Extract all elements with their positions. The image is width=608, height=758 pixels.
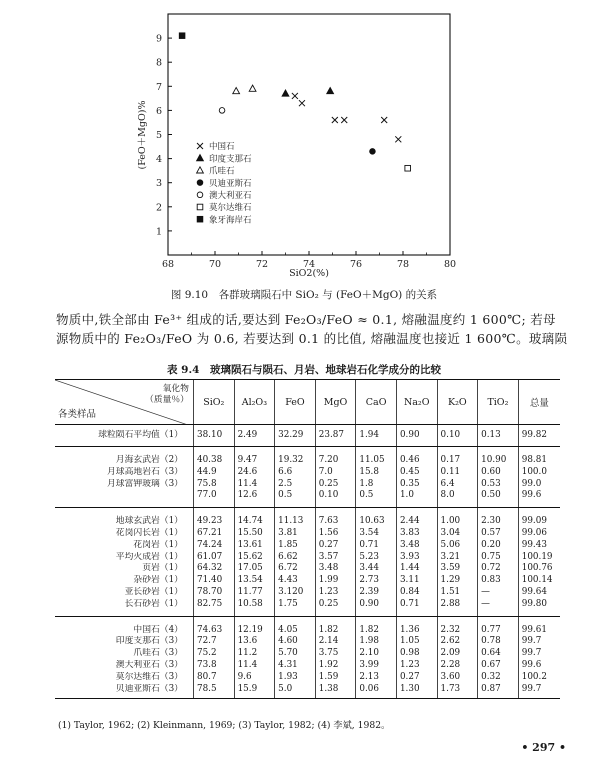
- table-cell: 64.32: [193, 563, 234, 575]
- table-cell: 75.8: [193, 479, 234, 491]
- sample-name: 地球玄武岩（1）: [115, 516, 183, 527]
- table-cell: 7.0: [315, 467, 356, 479]
- table-cell: 61.07: [193, 552, 234, 564]
- table-cell: 11.77: [234, 587, 275, 599]
- table-cell: 0.50: [478, 490, 519, 507]
- table-cell: 0.45: [396, 467, 437, 479]
- table-cell: 0.25: [315, 599, 356, 616]
- table-cell: 0.90: [396, 425, 437, 447]
- legend-marker: [197, 180, 203, 186]
- data-point: [381, 117, 387, 123]
- x-tick-label: 70: [208, 259, 222, 270]
- table-cell: 38.10: [193, 425, 234, 447]
- column-header: SiO₂: [193, 380, 234, 425]
- table-cell: 12.6: [234, 490, 275, 507]
- table-cell: 15.9: [234, 684, 275, 699]
- table-cell: 10.63: [356, 508, 397, 528]
- table-cell: 0.98: [396, 648, 437, 660]
- table-cell: 0.11: [437, 467, 478, 479]
- y-axis: [156, 34, 172, 238]
- table-cell: 6.72: [275, 563, 316, 575]
- table-cell: 1.93: [275, 672, 316, 684]
- table-row: [55, 563, 560, 575]
- table-cell: 0.60: [478, 467, 519, 479]
- legend-marker: [197, 204, 203, 210]
- table-cell: 23.87: [315, 425, 356, 447]
- table-cell: 44.9: [193, 467, 234, 479]
- table-cell: 3.59: [437, 563, 478, 575]
- table-cell: 0.27: [396, 672, 437, 684]
- x-tick-label: 68: [161, 259, 175, 270]
- table-cell: 100.2: [518, 672, 560, 684]
- table-cell: 74.24: [193, 540, 234, 552]
- table-cell: 4.60: [275, 636, 316, 648]
- x-tick-label: 74: [302, 259, 316, 270]
- table-cell: 0.64: [478, 648, 519, 660]
- table-cell: 78.70: [193, 587, 234, 599]
- legend-label: 澳大利亚石: [209, 191, 252, 201]
- table-cell: 10.58: [234, 599, 275, 616]
- sample-name: [55, 490, 193, 507]
- table-cell: 99.6: [518, 490, 560, 507]
- column-header: Al₂O₃: [234, 380, 275, 425]
- table-cell: 13.6: [234, 636, 275, 648]
- table-cell: 0.10: [315, 490, 356, 507]
- table-row: [55, 467, 560, 479]
- data-point: [341, 117, 347, 123]
- table-cell: 0.27: [315, 540, 356, 552]
- legend-marker: [197, 216, 203, 222]
- table-cell: —: [478, 599, 519, 616]
- table-corner-header: [55, 380, 193, 425]
- table-cell: 3.48: [315, 563, 356, 575]
- table-cell: 0.77: [478, 616, 519, 636]
- table-cell: 3.60: [437, 672, 478, 684]
- legend-label: 象牙海岸石: [209, 215, 252, 226]
- table-cell: 0.13: [478, 425, 519, 447]
- table-cell: 5.70: [275, 648, 316, 660]
- table-cell: 13.54: [234, 575, 275, 587]
- sample-name: 贝迪亚斯石（3）: [55, 684, 193, 699]
- table-cell: 3.11: [396, 575, 437, 587]
- data-point: [370, 149, 376, 155]
- table-cell: 5.06: [437, 540, 478, 552]
- table-cell: 4.31: [275, 660, 316, 672]
- data-point: [405, 165, 411, 171]
- table-row: [55, 447, 560, 467]
- data-point: [292, 93, 298, 99]
- y-tick-label: 3: [155, 178, 162, 190]
- y-tick-label: 6: [155, 105, 162, 117]
- sample-name: 杂砂岩（1）: [133, 575, 183, 586]
- column-header: K₂O: [437, 380, 478, 425]
- composition-table: [55, 379, 560, 714]
- corner-oxide-label: 氧化物: [162, 384, 189, 394]
- table-cell: 0.67: [478, 660, 519, 672]
- table-row: [55, 508, 560, 528]
- paragraph-line: 源物质中的 Fe₂O₃/FeO 为 0.6, 若要达到 0.1 的比值, 熔融温度也接近 1 600℃。玻璃陨: [56, 331, 568, 346]
- table-cell: 3.99: [356, 660, 397, 672]
- table-cell: 1.23: [315, 587, 356, 599]
- table-cell: 2.88: [437, 599, 478, 616]
- table-cell: 0.20: [478, 540, 519, 552]
- table-row: [55, 616, 560, 636]
- table-cell: 14.74: [234, 508, 275, 528]
- table-cell: 2.5: [275, 479, 316, 491]
- table-cell: 1.59: [315, 672, 356, 684]
- table-cell: 1.0: [396, 490, 437, 507]
- table-cell: 9.47: [234, 447, 275, 467]
- column-header: TiO₂: [478, 380, 519, 425]
- table-cell: 0.72: [478, 563, 519, 575]
- sample-name: 月海玄武岩（2）: [115, 455, 183, 465]
- sample-name: 澳大利亚石（3）: [115, 659, 183, 670]
- sample-name: 爪哇石（3）: [133, 648, 183, 659]
- table-cell: 0.46: [396, 447, 437, 467]
- sample-name: 亚长砂岩（1）: [124, 586, 183, 597]
- table-cell: 0.17: [437, 447, 478, 467]
- table-cell: 99.06: [518, 528, 560, 540]
- legend: [197, 141, 252, 225]
- legend-label: 中国石: [209, 142, 235, 153]
- table-row: [55, 599, 560, 616]
- table-cell: 7.20: [315, 447, 356, 467]
- y-tick-label: 8: [155, 57, 162, 69]
- table-cell: 99.6: [518, 660, 560, 672]
- x-tick-label: 78: [396, 259, 410, 270]
- table-cell: 2.09: [437, 648, 478, 660]
- table-row: [55, 660, 560, 672]
- table-cell: 71.40: [193, 575, 234, 587]
- paragraph-line: 物质中,铁全部由 Fe³⁺ 组成的话,要达到 Fe₂O₃/FeO ≈ 0.1, 熔融温度约 1 600℃; 若母: [56, 312, 556, 327]
- table-cell: 11.4: [234, 479, 275, 491]
- table-cell: 2.39: [356, 587, 397, 599]
- data-point: [179, 33, 185, 39]
- table-cell: 1.30: [396, 684, 437, 699]
- table-cell: 3.81: [275, 528, 316, 540]
- sample-name: 花岗闪长岩（1）: [115, 527, 183, 538]
- table-cell: 2.13: [356, 672, 397, 684]
- table-cell: 78.5: [193, 684, 234, 699]
- table-cell: 7.63: [315, 508, 356, 528]
- table-row: [55, 479, 560, 491]
- table-cell: 4.43: [275, 575, 316, 587]
- y-tick-label: 5: [155, 130, 162, 141]
- table-cell: 1.85: [275, 540, 316, 552]
- table-cell: 40.38: [193, 447, 234, 467]
- table-cell: 0.57: [478, 528, 519, 540]
- table-cell: 73.8: [193, 660, 234, 672]
- table-cell: 1.51: [437, 587, 478, 599]
- table-cell: 100.19: [518, 552, 560, 564]
- table-cell: 6.62: [275, 552, 316, 564]
- corner-label-bottom: 各类样品: [58, 409, 97, 420]
- table-cell: 98.81: [518, 447, 560, 467]
- table-cell: 1.82: [356, 616, 397, 636]
- table-cell: 4.05: [275, 616, 316, 636]
- table-cell: 1.92: [315, 660, 356, 672]
- table-cell: 2.14: [315, 636, 356, 648]
- y-axis-label: (FeO＋MgO)%: [137, 100, 148, 170]
- table-cell: 0.75: [478, 552, 519, 564]
- table-cell: 11.2: [234, 648, 275, 660]
- table-row: [55, 575, 560, 587]
- data-point: [327, 88, 334, 94]
- table-cell: 5.23: [356, 552, 397, 564]
- table-cell: 77.0: [193, 490, 234, 507]
- table-row: [55, 587, 560, 599]
- sample-name: 月球富钾玻璃（3）: [107, 478, 183, 489]
- x-axis-label: SiO2(%): [289, 268, 329, 279]
- table-cell: 99.43: [518, 540, 560, 552]
- table-body: [55, 425, 560, 699]
- sample-name: 中国石（4）: [133, 624, 183, 635]
- table-cell: 10.90: [478, 447, 519, 467]
- table-cell: 1.29: [437, 575, 478, 587]
- table-cell: 1.98: [356, 636, 397, 648]
- legend-marker: [197, 143, 203, 149]
- y-tick-label: 4: [155, 154, 162, 166]
- table-caption: 表 9.4 玻璃陨石与陨石、月岩、地球岩石化学成分的比较: [167, 364, 441, 376]
- table-cell: 6.6: [275, 467, 316, 479]
- table-cell: 1.75: [275, 599, 316, 616]
- table-cell: 3.44: [356, 563, 397, 575]
- table-cell: 0.78: [478, 636, 519, 648]
- legend-marker: [197, 167, 204, 173]
- table-cell: 100.14: [518, 575, 560, 587]
- column-header: MgO: [315, 380, 356, 425]
- table-cell: 99.7: [518, 636, 560, 648]
- table-cell: 99.80: [518, 599, 560, 616]
- table-cell: 2.44: [396, 508, 437, 528]
- sample-name: 页岩（1）: [142, 563, 183, 574]
- table-row: [55, 490, 560, 507]
- data-point: [332, 117, 338, 123]
- table-cell: 0.84: [396, 587, 437, 599]
- table-cell: 99.64: [518, 587, 560, 599]
- table-cell: 24.6: [234, 467, 275, 479]
- table-cell: 1.73: [437, 684, 478, 699]
- corner-unit-label: （质量％）: [144, 395, 189, 405]
- table-cell: 3.120: [275, 587, 316, 599]
- table-cell: 99.09: [518, 508, 560, 528]
- table-cell: 0.10: [437, 425, 478, 447]
- column-header: FeO: [275, 380, 316, 425]
- table-row: [55, 672, 560, 684]
- table-cell: 0.53: [478, 479, 519, 491]
- data-point: [219, 108, 225, 114]
- table-cell: 0.87: [478, 684, 519, 699]
- scatter-chart: [0, 0, 608, 300]
- sample-name: 平均火成岩（1）: [115, 551, 183, 562]
- table-cell: 3.57: [315, 552, 356, 564]
- figure-caption: 图 9.10 各群玻璃陨石中 SiO₂ 与 (FeO＋MgO) 的关系: [170, 289, 438, 301]
- data-point: [249, 85, 256, 91]
- table-cell: 0.35: [396, 479, 437, 491]
- table-cell: 0.06: [356, 684, 397, 699]
- table-cell: 1.99: [315, 575, 356, 587]
- references-note: (1) Taylor, 1962; (2) Kleinmann, 1969; (3) Taylor, 1982; (4) 李斌, 1982。: [58, 720, 391, 731]
- table-cell: 1.56: [315, 528, 356, 540]
- table-cell: 3.83: [396, 528, 437, 540]
- table-cell: 3.75: [315, 648, 356, 660]
- sample-name: 球粒陨石平均值（1）: [55, 425, 193, 447]
- table-cell: 2.73: [356, 575, 397, 587]
- table-cell: 1.82: [315, 616, 356, 636]
- table-cell: 72.7: [193, 636, 234, 648]
- table-cell: 82.75: [193, 599, 234, 616]
- table-cell: 2.30: [478, 508, 519, 528]
- body-paragraph: [56, 310, 568, 348]
- table-cell: 100.76: [518, 563, 560, 575]
- table-cell: 15.50: [234, 528, 275, 540]
- table-cell: 2.28: [437, 660, 478, 672]
- table-cell: 99.0: [518, 479, 560, 491]
- table-row: [55, 540, 560, 552]
- table-cell: 15.62: [234, 552, 275, 564]
- table-cell: 0.5: [356, 490, 397, 507]
- column-header: CaO: [356, 380, 397, 425]
- page-number: • 297 •: [521, 741, 566, 754]
- table-cell: 2.49: [234, 425, 275, 447]
- table-cell: 11.13: [275, 508, 316, 528]
- table-cell: 3.48: [396, 540, 437, 552]
- table-cell: 2.32: [437, 616, 478, 636]
- table-row: [55, 425, 560, 447]
- legend-marker: [197, 192, 203, 198]
- y-tick-label: 1: [155, 226, 162, 238]
- table-cell: 1.44: [396, 563, 437, 575]
- table-cell: 74.63: [193, 616, 234, 636]
- table-cell: 3.04: [437, 528, 478, 540]
- table-cell: 80.7: [193, 672, 234, 684]
- legend-label: 莫尔达维石: [209, 203, 252, 214]
- table-cell: 3.54: [356, 528, 397, 540]
- table-cell: 0.83: [478, 575, 519, 587]
- table-cell: 32.29: [275, 425, 316, 447]
- table-cell: 49.23: [193, 508, 234, 528]
- table-cell: 0.71: [356, 540, 397, 552]
- table-cell: 12.19: [234, 616, 275, 636]
- table-cell: 0.90: [356, 599, 397, 616]
- table-cell: 0.5: [275, 490, 316, 507]
- data-point: [282, 90, 289, 96]
- table-cell: 99.61: [518, 616, 560, 636]
- table-cell: 1.23: [396, 660, 437, 672]
- table-cell: 5.0: [275, 684, 316, 699]
- table-row: [55, 636, 560, 648]
- y-tick-label: 7: [155, 81, 162, 93]
- table-cell: —: [478, 587, 519, 599]
- table-cell: 3.21: [437, 552, 478, 564]
- table-row: [55, 684, 560, 699]
- table-cell: 2.62: [437, 636, 478, 648]
- table-cell: 99.7: [518, 648, 560, 660]
- table-cell: 99.82: [518, 425, 560, 447]
- legend-label: 爪哇石: [209, 166, 235, 177]
- sample-name: 月球高地岩石（3）: [107, 466, 183, 477]
- x-tick-label: 76: [349, 259, 363, 270]
- table-cell: 100.0: [518, 467, 560, 479]
- table-cell: 0.25: [315, 479, 356, 491]
- table-cell: 6.4: [437, 479, 478, 491]
- sample-name: 长石砂岩（1）: [55, 599, 193, 616]
- table-cell: 17.05: [234, 563, 275, 575]
- table-cell: 11.05: [356, 447, 397, 467]
- table-cell: 1.94: [356, 425, 397, 447]
- table-cell: 0.32: [478, 672, 519, 684]
- table-cell: 9.6: [234, 672, 275, 684]
- column-header: 总量: [518, 380, 560, 425]
- table-row: [55, 528, 560, 540]
- table-cell: 13.61: [234, 540, 275, 552]
- data-point: [395, 136, 401, 142]
- table-cell: 1.38: [315, 684, 356, 699]
- table-header-row: [55, 380, 560, 425]
- table-cell: 15.8: [356, 467, 397, 479]
- table-cell: 67.21: [193, 528, 234, 540]
- y-tick-label: 9: [155, 33, 162, 45]
- y-tick-label: 2: [155, 202, 162, 214]
- sample-name: 印度支那石（3）: [115, 636, 183, 647]
- table-row: [55, 648, 560, 660]
- table-cell: 8.0: [437, 490, 478, 507]
- legend-marker: [197, 155, 204, 161]
- table-cell: 19.32: [275, 447, 316, 467]
- data-point: [299, 100, 305, 106]
- table-cell: 1.36: [396, 616, 437, 636]
- sample-name: 莫尔达维石（3）: [115, 671, 183, 682]
- table-cell: 2.10: [356, 648, 397, 660]
- x-tick-label: 72: [255, 259, 269, 270]
- data-point: [233, 88, 240, 94]
- table-cell: 11.4: [234, 660, 275, 672]
- column-header: Na₂O: [396, 380, 437, 425]
- corner-label-top: [145, 384, 189, 406]
- table-cell: 0.71: [396, 599, 437, 616]
- table-row: [55, 552, 560, 564]
- legend-label: 贝迪亚斯石: [209, 178, 252, 189]
- table-cell: 1.05: [396, 636, 437, 648]
- table-cell: 99.7: [518, 684, 560, 699]
- table-cell: 1.8: [356, 479, 397, 491]
- table-cell: 75.2: [193, 648, 234, 660]
- x-tick-label: 80: [443, 259, 457, 270]
- table-cell: 1.00: [437, 508, 478, 528]
- sample-name: 花岗岩（1）: [133, 539, 183, 550]
- table-cell: 3.93: [396, 552, 437, 564]
- legend-label: 印度支那石: [209, 154, 252, 165]
